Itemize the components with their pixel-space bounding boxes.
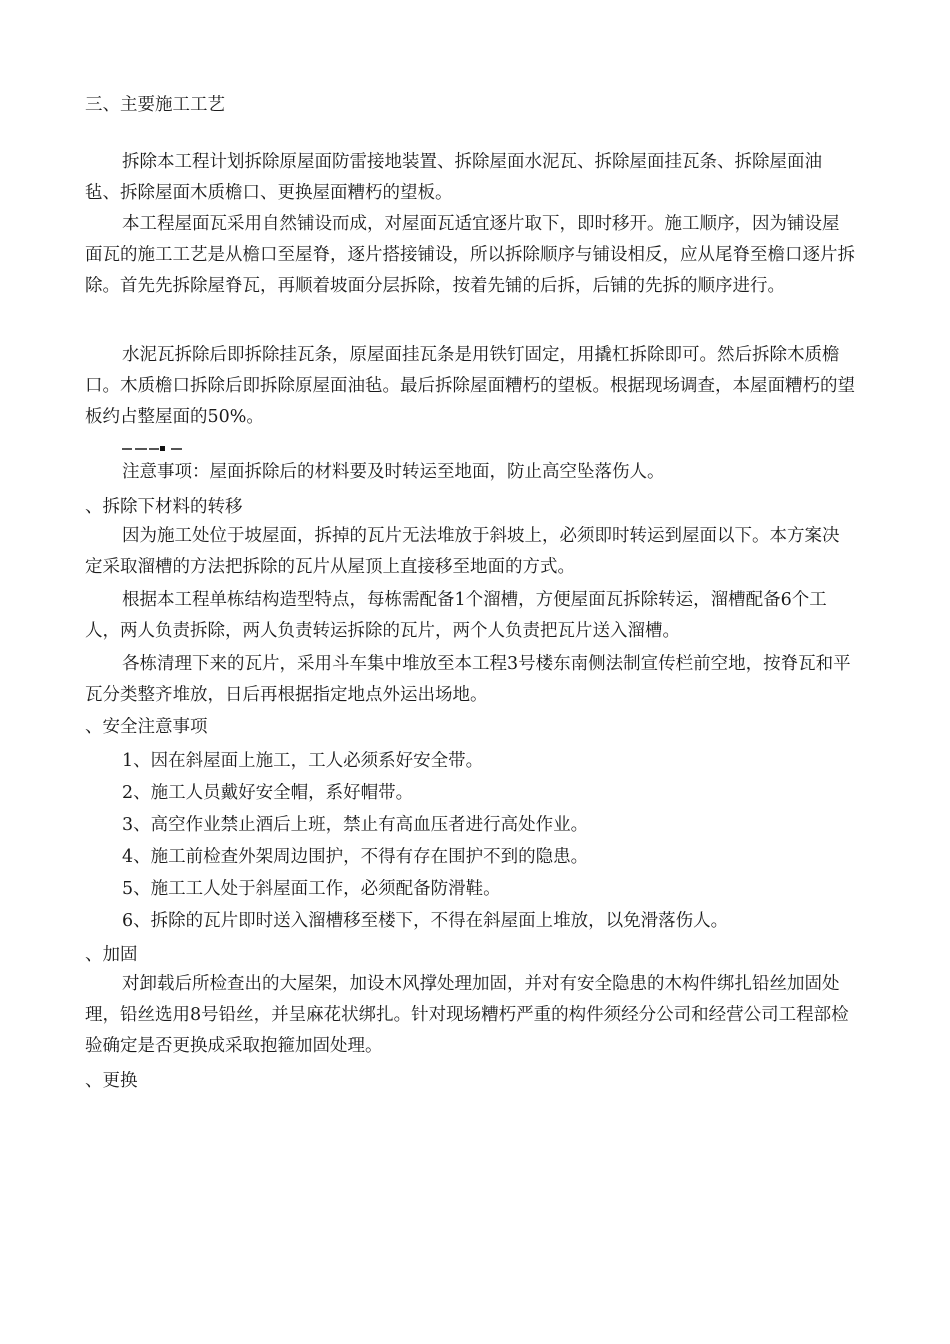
safety-item-1: 1、因在斜屋面上施工，工人必须系好安全带。 bbox=[122, 751, 484, 771]
paragraph-transfer-method: 因为施工处位于坡屋面，拆掉的瓦片无法堆放于斜坡上，必须即时转运到屋面以下。本方案决定采取溜槽的方法把拆除的瓦片从屋顶上直接移至地面的方式。 bbox=[85, 526, 840, 577]
section-title: 三、主要施工工艺 bbox=[85, 95, 225, 115]
paragraph-transfer-staffing: 根据本工程单栋结构造型特点，每栋需配备1个溜槽，方便屋面瓦拆除转运，溜槽配备6个工人，两人负责拆除，两人负责转运拆除的瓦片，两个人负责把瓦片送入溜槽。 bbox=[85, 590, 827, 641]
safety-item-4: 4、施工前检查外架周边围护，不得有存在围护不到的隐患。 bbox=[122, 847, 589, 867]
safety-item-5: 5、施工工人处于斜屋面工作，必须配备防滑鞋。 bbox=[122, 879, 501, 899]
heading-replacement: 、更换 bbox=[85, 1071, 138, 1091]
safety-item-3: 3、高空作业禁止酒后上班，禁止有高血压者进行高处作业。 bbox=[122, 815, 589, 835]
safety-item-6: 6、拆除的瓦片即时送入溜槽移至楼下，不得在斜屋面上堆放，以免滑落伤人。 bbox=[122, 911, 729, 931]
paragraph-demolition-scope: 拆除本工程计划拆除原屋面防雷接地装置、拆除屋面水泥瓦、拆除屋面挂瓦条、拆除屋面油毡、拆除屋面木质檐口、更换屋面糟朽的望板。 bbox=[85, 152, 822, 203]
paragraph-demolition-steps: 水泥瓦拆除后即拆除挂瓦条，原屋面挂瓦条是用铁钉固定，用撬杠拆除即可。然后拆除木质檐口。木质檐口拆除后即拆除原屋面油毡。最后拆除屋面糟朽的望板。根据现场调查，本屋面糟朽的望板约占整屋面的50%。 bbox=[85, 345, 855, 427]
paragraph-demolition-sequence: 本工程屋面瓦采用自然铺设而成，对屋面瓦适宜逐片取下，即时移开。施工顺序，因为铺设屋面瓦的施工工艺是从檐口至屋脊，逐片搭接铺设，所以拆除顺序与铺设相反，应从尾脊至檐口逐片拆除。首先先拆除屋脊瓦，再顺着坡面分层拆除，按着先铺的后拆，后铺的先拆的顺序进行。 bbox=[85, 214, 855, 296]
heading-safety: 、安全注意事项 bbox=[85, 717, 208, 737]
paragraph-reinforcement: 对卸载后所检查出的大屋架，加设木风撑处理加固，并对有安全隐患的木构件绑扎铅丝加固处理，铅丝选用8号铅丝，并呈麻花状绑扎。针对现场糟朽严重的构件须经分公司和经营公司工程部检验确定是否更换成采取抱箍加固处理。 bbox=[85, 974, 849, 1056]
heading-material-transfer: 、拆除下材料的转移 bbox=[85, 497, 243, 517]
paragraph-note: 注意事项：屋面拆除后的材料要及时转运至地面，防止高空坠落伤人。 bbox=[122, 462, 665, 482]
paragraph-transfer-storage: 各栋清理下来的瓦片，采用斗车集中堆放至本工程3号楼东南侧法制宣传栏前空地，按脊瓦和平瓦分类整齐堆放，日后再根据指定地点外运出场地。 bbox=[85, 654, 851, 705]
scan-mark bbox=[122, 445, 182, 453]
safety-item-2: 2、施工人员戴好安全帽，系好帽带。 bbox=[122, 783, 414, 803]
heading-reinforcement: 、加固 bbox=[85, 945, 138, 965]
